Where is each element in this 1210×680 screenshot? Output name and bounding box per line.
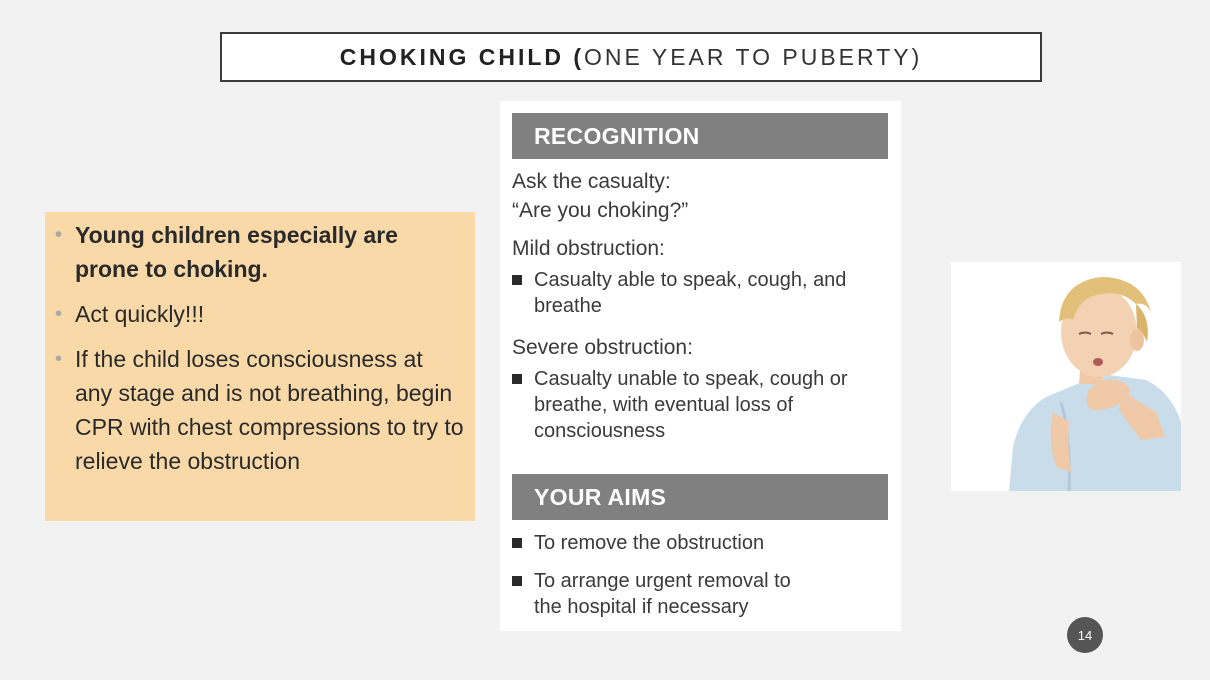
bullet-dot-icon: • (55, 348, 63, 370)
bullet-dot-icon: • (55, 303, 63, 325)
aim-item-text: To arrange urgent removal to the hospital if necessary (534, 570, 791, 618)
bullet-item (55, 297, 465, 331)
ask-line-2: “Are you choking?” (512, 199, 689, 222)
choking-child-photo (951, 262, 1181, 491)
aim-item-text: To remove the obstruction (534, 532, 765, 554)
aim-item (512, 530, 852, 556)
bullet-item (55, 342, 465, 478)
slide-title-subtitle: ONE YEAR TO PUBERTY) (584, 43, 923, 70)
severe-heading: Severe obstruction: (512, 336, 693, 359)
severe-item-text: Casualty unable to speak, cough or breathe, with eventual loss of consciousness (534, 368, 848, 442)
bullet-dot-icon: • (55, 224, 63, 246)
bullet-text: If the child loses consciousness at any stage and is not breathing, begin CPR with chest compressions to try to relieve the obstruction (75, 346, 464, 474)
page-number-badge: 14 (1067, 617, 1103, 653)
bullet-item (55, 218, 465, 286)
square-bullet-icon (512, 275, 522, 285)
square-bullet-icon (512, 538, 522, 548)
bullet-box (45, 212, 475, 521)
aim-item (512, 568, 792, 620)
square-bullet-icon (512, 576, 522, 586)
mild-item-text: Casualty able to speak, cough, and breathe (534, 269, 847, 317)
recognition-heading: RECOGNITION (512, 113, 888, 159)
slide-title (220, 32, 1042, 82)
bullet-text: Act quickly!!! (75, 301, 205, 327)
ask-line-1: Ask the casualty: (512, 170, 671, 193)
recognition-card (500, 101, 901, 631)
mild-item (512, 267, 852, 319)
aims-heading: YOUR AIMS (512, 474, 888, 520)
severe-item (512, 366, 862, 444)
mild-heading: Mild obstruction: (512, 237, 665, 260)
bullet-text: Young children especially are prone to choking. (75, 222, 398, 282)
child-illustration-icon (951, 262, 1181, 491)
square-bullet-icon (512, 374, 522, 384)
slide-title-main: CHOKING CHILD ( (339, 43, 585, 70)
